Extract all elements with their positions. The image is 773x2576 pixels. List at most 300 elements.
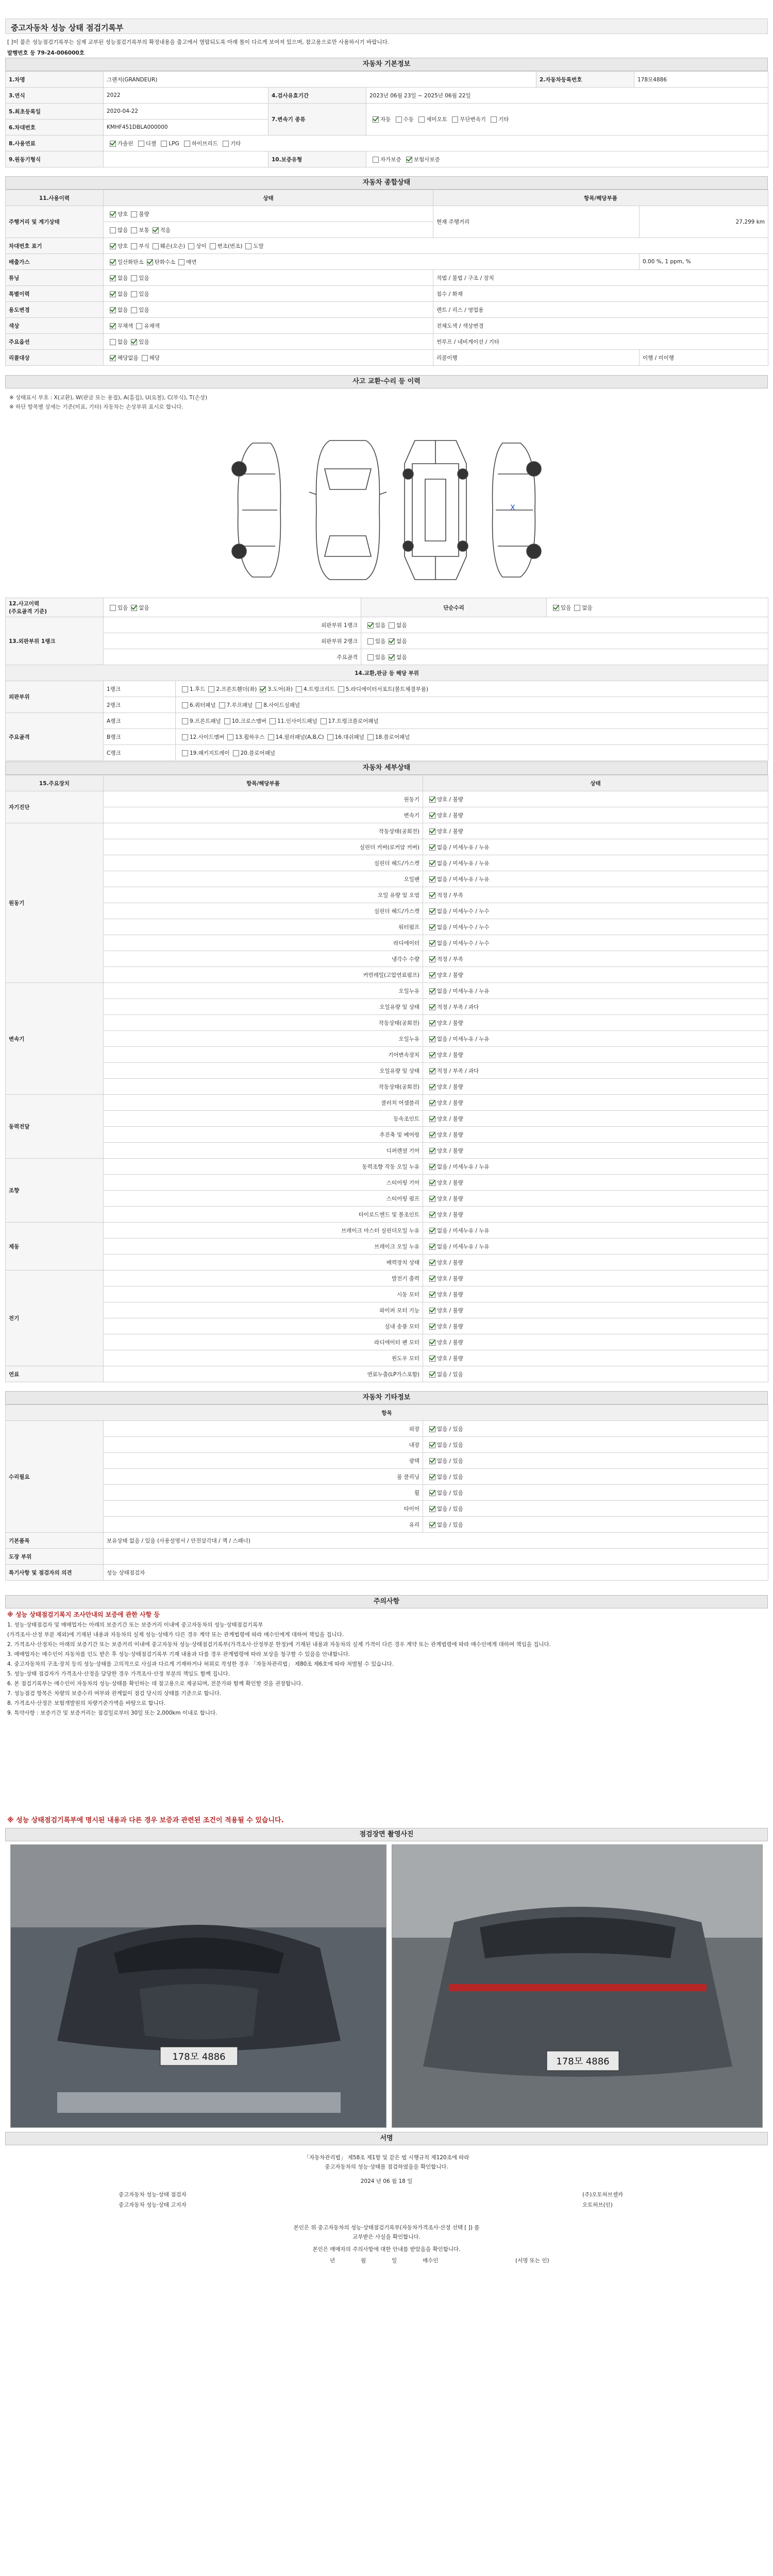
detail-state-checkbox <box>429 972 435 978</box>
detail-state-checkbox <box>429 1100 435 1106</box>
detail-item: 오일누유 <box>104 1031 423 1047</box>
part: 18.플로어패널 <box>375 734 410 740</box>
opt: 없음 <box>117 291 128 297</box>
opt: 없음 <box>396 638 407 645</box>
opt: 양호 <box>117 243 128 249</box>
trans-opt-0: 자동 <box>380 116 391 123</box>
exterior-row-2: 외판부위 2랭크 <box>104 633 361 649</box>
detail-row <box>6 1286 768 1302</box>
sign-line-1: 「자동차관리법」 제58조 제1항 및 같은 법 시행규칙 제120조에 따라 <box>304 2155 469 2161</box>
part: 13.휠하우스 <box>235 734 265 740</box>
part: 1.후드 <box>190 686 206 692</box>
detail-state-checkbox <box>429 1324 435 1330</box>
detail-state-text: 없음 / 미세누수 / 누수 <box>437 940 490 946</box>
recall-extra: 리콜이행 <box>433 350 640 366</box>
plate-label: 2.자동차등록번호 <box>536 72 634 88</box>
special-label: 특별이력 <box>6 286 104 302</box>
detail-item: 원동기 <box>104 791 423 807</box>
detail-row <box>6 1175 768 1191</box>
detail-item: 클러치 어셈블리 <box>104 1095 423 1111</box>
detail-group-label: 조향 <box>6 1159 104 1223</box>
detail-state <box>423 1302 768 1318</box>
sign-year: 년 <box>330 2258 335 2264</box>
detail-row <box>6 1255 768 1270</box>
fuel-opt-0: 가솔린 <box>117 140 133 147</box>
detail-row <box>6 1015 768 1031</box>
detail-state <box>423 1286 768 1302</box>
cb <box>256 702 262 708</box>
special-extra: 침수 / 화재 <box>433 286 768 302</box>
notes-lines <box>7 1621 766 1717</box>
detail-state-checkbox <box>429 988 435 994</box>
detail-state-text: 양호 / 불량 <box>437 796 463 803</box>
opt: 탄화수소 <box>154 259 176 265</box>
notes-line: 5. 성능·상태 점검자가 가격조사·산정을 담당한 경우 가격조사·산정 부분의 책임도 함께 집니다. <box>7 1671 230 1677</box>
detail-row <box>6 1047 768 1063</box>
other-state <box>423 1517 768 1533</box>
detail-state-checkbox <box>429 1180 435 1186</box>
rank-b-parts <box>176 729 768 745</box>
emission-label: 배출가스 <box>6 254 104 270</box>
cb <box>178 259 184 265</box>
cb <box>110 243 116 249</box>
detail-state-checkbox <box>429 1132 435 1138</box>
confirm-line-3: 본인은 매매자의 주의사항에 대한 안내를 받았음을 확인합니다. <box>312 2246 461 2252</box>
detail-item: 발전기 출력 <box>104 1270 423 1286</box>
part: 12.사이드멤버 <box>190 734 225 740</box>
detail-group-label: 동력전달 <box>6 1095 104 1159</box>
other-state-checkbox <box>429 1522 435 1528</box>
other-state-checkbox <box>429 1506 435 1512</box>
cb <box>142 355 148 361</box>
detail-item: 연료누출(LP가스포함) <box>104 1366 423 1382</box>
other-extra-value: 성능 상태점검자 <box>104 1565 768 1581</box>
cb <box>153 243 159 249</box>
detail-state-text: 양호 / 불량 <box>437 1195 463 1202</box>
detail-state-checkbox <box>429 1116 435 1122</box>
notes-line: 7. 성능점검 항목은 차량의 보증수리 여부와 관계없이 점검 당시의 상태를 기준으로 합니다. <box>7 1690 222 1697</box>
other-state-checkbox <box>429 1474 435 1480</box>
rear-car-image <box>392 1845 763 2128</box>
opt: 없음 <box>396 654 407 660</box>
cb <box>136 323 142 329</box>
detail-item: 작동상태(공회전) <box>104 823 423 839</box>
detail-state-text: 양호 / 불량 <box>437 1115 463 1122</box>
detail-row <box>6 1127 768 1143</box>
part: 2.프론트휀더(좌) <box>216 686 257 692</box>
cb-bad <box>131 211 137 217</box>
detail-state <box>423 1079 768 1095</box>
detail-state-checkbox <box>429 1196 435 1202</box>
detail-state-checkbox <box>429 1340 435 1346</box>
detail-state <box>423 1334 768 1350</box>
notifier-label: 중고자동차 성능·상태 고지자 <box>119 2202 187 2208</box>
fuel-opt-1: 디젤 <box>145 140 157 147</box>
opt: 훼손(오손) <box>160 243 186 249</box>
part: 4.트렁크리드 <box>304 686 335 692</box>
usage-change-extra: 렌트 / 리스 / 영업용 <box>433 302 768 318</box>
notes-heading: ※ 성능 상태점검기록지 조사안내의 보증에 관한 사항 등 <box>7 1611 160 1618</box>
opt: 해당 <box>149 354 160 361</box>
detail-state-checkbox <box>429 1148 435 1154</box>
recall-label: 리콜대상 <box>6 350 104 366</box>
section-detail: 자동차 세부상태 <box>5 761 768 775</box>
damage-legend-1: ※ 상태표시 부호 : X(교환), W(판금 또는 용접), A(흠집), U(요철), C(부식), T(손상) <box>9 395 208 401</box>
recall-state <box>104 350 433 366</box>
detail-state-text: 양호 / 불량 <box>437 812 463 819</box>
opt: 상이 <box>196 243 207 249</box>
notes-line: 1. 성능·상태점검자 및 매매업자는 아래의 보증기간 또는 보증거리 이내에 중고자동차의 성능·상태점검기록부 <box>7 1622 263 1628</box>
detail-row <box>6 1143 768 1159</box>
detail-item: 브레이크 오일 누유 <box>104 1239 423 1255</box>
front-car-image <box>11 1845 386 2128</box>
detail-state-text: 양호 / 불량 <box>437 1259 463 1266</box>
trans-opt-4: 기타 <box>498 116 509 123</box>
part: 17.트렁크플로어패널 <box>328 718 379 724</box>
recall-value: 이행 / 미이행 <box>640 350 768 366</box>
detail-item: 윈도우 모터 <box>104 1350 423 1366</box>
color-label: 색상 <box>6 318 104 334</box>
detail-state-checkbox <box>429 828 435 835</box>
detail-item: 기어변속장치 <box>104 1047 423 1063</box>
detail-state-checkbox <box>429 1084 435 1090</box>
other-state-checkbox <box>429 1442 435 1448</box>
detail-state-checkbox <box>429 1276 435 1282</box>
other-item: 광택 <box>104 1453 423 1469</box>
detail-state-checkbox <box>429 908 435 914</box>
detail-item: 오일팬 <box>104 871 423 887</box>
detail-state <box>423 839 768 855</box>
other-item: 내장 <box>104 1437 423 1453</box>
cb <box>367 638 374 645</box>
detail-row <box>6 1031 768 1047</box>
cb <box>131 339 137 345</box>
rear-plate-text: 178모 4886 <box>556 2056 610 2067</box>
detail-state <box>423 919 768 935</box>
detail-state <box>423 1207 768 1223</box>
detail-state <box>423 1191 768 1207</box>
detail-state <box>423 935 768 951</box>
detail-item: 작동상태(공회전) <box>104 1079 423 1095</box>
detail-row <box>6 967 768 983</box>
cb <box>110 259 116 265</box>
detail-row <box>6 1350 768 1366</box>
rank-2-label: 2랭크 <box>104 697 176 713</box>
cb <box>389 622 395 629</box>
notes-line: (가격조사·산정 부분 제외)에 기재된 내용과 자동차의 실제 성능·상태가 다른 경우 계약 또는 관계법령에 따라 매수인에게 대하여 책임을 집니다. <box>7 1632 344 1638</box>
checkbox-hybrid <box>184 141 190 147</box>
cb <box>110 275 116 281</box>
detail-state-text: 양호 / 불량 <box>437 1099 463 1106</box>
cb <box>153 227 159 233</box>
cb <box>233 750 239 756</box>
opt: 있음 <box>375 654 386 660</box>
inspection-period-label: 4.검사유효기간 <box>268 88 366 104</box>
checkbox-self-warranty <box>373 157 379 163</box>
part: 9.프론트패널 <box>190 718 221 724</box>
cb <box>182 750 188 756</box>
notes-line: 3. 매매업자는 매수인이 자동차를 인도 받은 후 성능·상태점검기록부 기재 내용과 다를 경우 관계법령에 따라 보상을 청구할 수 있음을 안내합니다. <box>7 1651 350 1657</box>
detail-state-text: 양호 / 불량 <box>437 1147 463 1154</box>
other-state <box>423 1437 768 1453</box>
detail-state <box>423 903 768 919</box>
accident-table <box>5 598 768 761</box>
opt: 있음 <box>139 307 149 313</box>
outer-label: 외판부위 <box>6 681 104 713</box>
opt: 유채색 <box>144 323 160 329</box>
other-row <box>6 1501 768 1517</box>
document-number: 발행번호 등 79-24-006000호 <box>7 50 85 56</box>
detail-state-checkbox <box>429 940 435 946</box>
other-extra-row <box>6 1565 768 1581</box>
detail-row <box>6 1270 768 1286</box>
detail-state-checkbox <box>429 1068 435 1074</box>
detail-state-checkbox <box>429 1004 435 1010</box>
rank-c-parts <box>176 745 768 761</box>
notes-block <box>7 1611 766 1719</box>
cb <box>131 291 137 297</box>
rank-1-parts <box>176 681 768 697</box>
inspector-value: (주)오토허브셀카 <box>582 2192 624 2198</box>
detail-item: 라디에이터 팬 모터 <box>104 1334 423 1350</box>
checkbox-insurance-warranty <box>406 157 412 163</box>
checkbox-cvt <box>452 116 458 123</box>
rank-c-label: C랭크 <box>104 745 176 761</box>
detail-state-checkbox <box>429 1355 435 1362</box>
exterior-row-3-state <box>361 649 768 665</box>
confirm-line-1: 본인은 위 중고자동차의 성능·상태점검기록부(자동차가격조사·산정 선택 [ ]) 를 <box>293 2225 480 2231</box>
cb <box>110 307 116 313</box>
detail-item: 브레이크 마스터 실린더오일 누유 <box>104 1223 423 1239</box>
cb <box>219 702 225 708</box>
detail-row <box>6 1063 768 1079</box>
other-state-checkbox <box>429 1490 435 1496</box>
detail-row <box>6 855 768 871</box>
trans-opt-3: 무단변속기 <box>460 116 486 123</box>
checkbox-manual <box>396 116 402 123</box>
exterior-row-2-state <box>361 633 768 649</box>
other-state <box>423 1453 768 1469</box>
tuning-extra: 적법 / 불법 / 구조 / 장치 <box>433 270 768 286</box>
fuel-label: 8.사용연료 <box>6 135 104 151</box>
opt: 적음 <box>160 227 171 233</box>
damage-legend-2: ※ 하단 항목별 상세는 기준(미표, 기타) 자동차는 손상부위 표시로 합니다. <box>9 404 183 410</box>
detail-state-checkbox <box>429 796 435 803</box>
trans-opt-1: 수동 <box>403 116 414 123</box>
detail-row <box>6 887 768 903</box>
detail-state-text: 양호 / 불량 <box>437 828 463 835</box>
document-title: 중고자동차 성능 상태 점검기록부 <box>5 19 768 34</box>
opt: 무채색 <box>117 323 133 329</box>
other-extra-label: 도장 부위 <box>6 1549 104 1565</box>
inspector-label: 중고자동차 성능·상태 점검자 <box>119 2192 187 2198</box>
detail-row <box>6 807 768 823</box>
year-value: 2022 <box>104 88 268 104</box>
detail-state-checkbox <box>429 1036 435 1042</box>
exterior-row-3: 주요골격 <box>104 649 361 665</box>
checkbox-auto <box>373 116 379 123</box>
car-frame-view-icon <box>403 440 468 580</box>
detail-group-label: 원동기 <box>6 823 104 983</box>
detail-item: 변속기 <box>104 807 423 823</box>
detail-row <box>6 935 768 951</box>
other-extra-row <box>6 1549 768 1565</box>
detail-state-checkbox <box>429 1371 435 1378</box>
cb <box>367 654 374 660</box>
detail-state-text: 없음 / 미세누수 / 누수 <box>437 924 490 930</box>
detail-row <box>6 1366 768 1382</box>
section-damage: 사고 교환·수리 등 이력 <box>5 375 768 388</box>
detail-state-text: 없음 / 미세누유 / 누유 <box>437 876 490 883</box>
detail-state <box>423 983 768 999</box>
detail-state <box>423 951 768 967</box>
cb <box>260 686 266 692</box>
detail-state-checkbox <box>429 1260 435 1266</box>
general-col-state: 상태 <box>104 190 433 206</box>
fuel-options <box>104 135 768 151</box>
cb <box>110 605 116 611</box>
detail-row <box>6 871 768 887</box>
opt: 있음 <box>561 604 572 611</box>
other-item: 유리 <box>104 1517 423 1533</box>
part: 19.패키지트레이 <box>190 750 230 756</box>
other-row <box>6 1421 768 1437</box>
other-state <box>423 1421 768 1437</box>
opt: 보통 <box>139 227 149 233</box>
detail-state <box>423 1111 768 1127</box>
cb <box>131 227 137 233</box>
cb <box>131 307 137 313</box>
other-row <box>6 1469 768 1485</box>
inspection-period-value: 2023년 06월 23일 ~ 2025년 06월 22일 <box>366 88 768 104</box>
exterior-row-1-state <box>361 617 768 633</box>
detail-row <box>6 823 768 839</box>
detail-state <box>423 1095 768 1111</box>
cb <box>182 686 188 692</box>
detail-state-text: 없음 / 미세누유 / 누유 <box>437 844 490 851</box>
detail-state-checkbox <box>429 1164 435 1170</box>
detail-row <box>6 1239 768 1255</box>
other-extra-value: 보유상태 없음 / 있음 (사용설명서 / 안전삼각대 / 잭 / 스패너) <box>104 1533 768 1549</box>
detail-state <box>423 1143 768 1159</box>
cb <box>131 275 137 281</box>
rank-2-parts <box>176 697 768 713</box>
detail-item: 라디에이터 <box>104 935 423 951</box>
detail-item: 오일누유 <box>104 983 423 999</box>
exterior-row-1: 외판부위 1랭크 <box>104 617 361 633</box>
car-right-side-icon <box>493 443 541 577</box>
detail-state-checkbox <box>429 860 435 867</box>
detail-state-checkbox <box>429 1244 435 1250</box>
plate-value: 178모4886 <box>634 72 768 88</box>
detail-item: 스티어링 펌프 <box>104 1191 423 1207</box>
cb <box>147 259 153 265</box>
detail-row <box>6 919 768 935</box>
other-item: 룸 클리닝 <box>104 1469 423 1485</box>
other-extra-value <box>104 1549 768 1565</box>
other-row <box>6 1517 768 1533</box>
other-state-checkbox <box>429 1426 435 1432</box>
detail-item: 커먼레일(고압연료펌프) <box>104 967 423 983</box>
detail-row <box>6 951 768 967</box>
rank-a-label: A랭크 <box>104 713 176 729</box>
detail-group-label: 자기진단 <box>6 791 104 823</box>
accident-sub-text: (주요골격 기준) <box>9 608 47 615</box>
cb <box>389 638 395 645</box>
year-label: 3.연식 <box>6 88 104 104</box>
simple-repair-label: 단순수리 <box>361 598 547 617</box>
tuning-label: 튜닝 <box>6 270 104 286</box>
part: 11.인사이드패널 <box>277 718 317 724</box>
vin-value: KMHF451DBLA000000 <box>104 120 268 135</box>
detail-state-text: 적정 / 부족 / 과다 <box>437 1004 479 1010</box>
detail-state-checkbox <box>429 812 435 819</box>
detail-state-text: 양호 / 불량 <box>437 972 463 978</box>
detail-state-checkbox <box>429 956 435 962</box>
detail-item: 오일유량 및 상태 <box>104 1063 423 1079</box>
frame-label: 주요골격 <box>6 713 104 761</box>
other-row <box>6 1437 768 1453</box>
part: 6.쿼터패널 <box>190 702 216 708</box>
detail-item: 실린더 헤드/가스켓 <box>104 855 423 871</box>
confirm-line-2: 교부받은 사실을 확인합니다. <box>352 2234 421 2240</box>
notifier-value: 오토허브(인) <box>582 2202 613 2208</box>
detail-row <box>6 1079 768 1095</box>
detail-state <box>423 871 768 887</box>
detail-state <box>423 791 768 807</box>
part: 20.플로어패널 <box>240 750 275 756</box>
detail-state <box>423 823 768 839</box>
sign-day: 일 <box>392 2258 397 2264</box>
other-state-text: 없음 / 있음 <box>437 1426 463 1432</box>
cb <box>210 243 216 249</box>
notice-text: [ ]이 붙은 성능점검기록부는 실제 교부된 성능점검기록부의 확정내용을 출고에서 열람되도록 아래 틀이 다르게 보여져 있으며, 참고용으로만 사용하시기 바랍니다. <box>7 39 390 45</box>
other-row <box>6 1453 768 1469</box>
general-col-usage: 11.사용이력 <box>6 190 104 206</box>
other-state-text: 없음 / 있음 <box>437 1521 463 1528</box>
detail-group-label: 연료 <box>6 1366 104 1382</box>
opt: 있음 <box>139 291 149 297</box>
other-group-label: 수리필요 <box>6 1421 104 1533</box>
detail-col-device: 15.주요장치 <box>6 775 104 791</box>
warranty-opt-1: 보험사보증 <box>413 156 440 163</box>
other-state <box>423 1501 768 1517</box>
detail-state-text: 적정 / 부족 <box>437 956 463 962</box>
other-row <box>6 1485 768 1501</box>
part: 3.도어(좌) <box>267 686 293 692</box>
engine-type-value <box>104 151 268 167</box>
cb <box>227 734 233 740</box>
detail-group-label: 제동 <box>6 1223 104 1270</box>
part: 5.라디에이터서포트(볼트체결부품) <box>345 686 428 692</box>
car-name-value: 그랜저(GRANDEUR) <box>104 72 536 88</box>
rear-photo <box>392 1844 763 2128</box>
part: 14.필러패널(A,B,C) <box>275 734 324 740</box>
vin-mark-state <box>104 238 768 254</box>
opt: 매연 <box>186 259 197 265</box>
accident-label-text: 12.사고이력 <box>9 601 40 607</box>
cb <box>110 355 116 361</box>
cb <box>574 605 580 611</box>
cb <box>338 686 344 692</box>
cb <box>224 718 230 724</box>
detail-state-text: 없음 / 미세누유 / 누유 <box>437 988 490 994</box>
detail-row <box>6 1334 768 1350</box>
cb <box>367 734 374 740</box>
checkbox-semi <box>418 116 425 123</box>
accident-state <box>104 598 361 617</box>
detail-row <box>6 1302 768 1318</box>
